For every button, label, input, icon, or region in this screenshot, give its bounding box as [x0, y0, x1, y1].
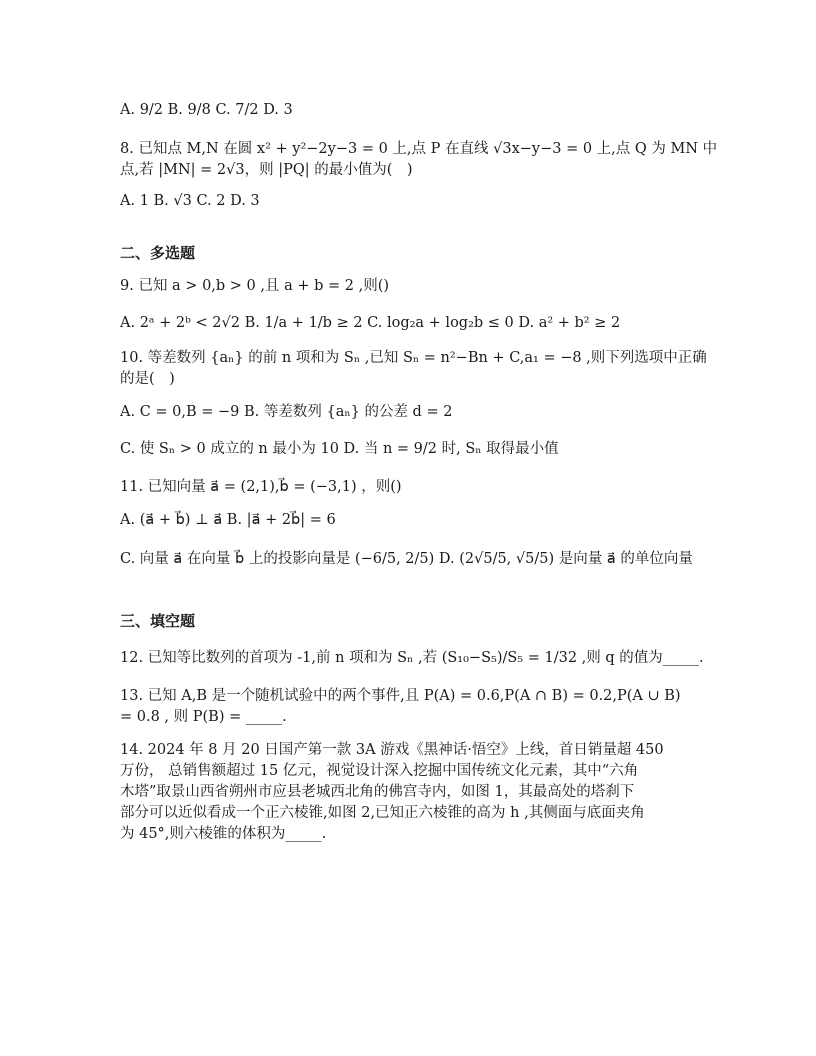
q10-options-ab: A. C = 0,B = −9 B. 等差数列 {aₙ} 的公差 d = 2 — [120, 404, 453, 420]
q13-line1: 13. 已知 A,B 是一个随机试验中的两个事件,且 P(A) = 0.6,P(A ∩ B) = 0.2,P(A ∪ B) — [120, 688, 681, 704]
q13-line2: = 0.8 , 则 P(B) = _____. — [120, 709, 287, 725]
q14-line3: 木塔”取景山西省朔州市应县老城西北角的佛宫寺内，如图 1，其最高处的塔刹下 — [120, 784, 635, 800]
q9-options: A. 2ᵃ + 2ᵇ < 2√2 B. 1/a + 1/b ≥ 2 C. log₂a + log₂b ≤ 0 D. a² + b² ≥ 2 — [120, 315, 621, 331]
q10-stem-line1: 10. 等差数列 {aₙ} 的前 n 项和为 Sₙ ,已知 Sₙ = n²−Bn + C,a₁ = −8 ,则下列选项中正确 — [120, 350, 707, 366]
section-title-fill-in: 三、填空题 — [120, 612, 196, 630]
q9-stem: 9. 已知 a > 0,b > 0 ,且 a + b = 2 ,则() — [120, 278, 390, 294]
q11-options-ab: A. (a⃗ + b⃗) ⊥ a⃗ B. |a⃗ + 2b⃗| = 6 — [120, 512, 336, 528]
q14-line5: 为 45°,则六棱锥的体积为_____. — [120, 826, 327, 842]
q10-stem-line2: 的是( ) — [120, 371, 175, 387]
q11-stem: 11. 已知向量 a⃗ = (2,1),b⃗ = (−3,1) ，则() — [120, 479, 402, 495]
q7-options: A. 9/2 B. 9/8 C. 7/2 D. 3 — [120, 102, 293, 118]
q8-options: A. 1 B. √3 C. 2 D. 3 — [120, 193, 260, 209]
q11-options-cd: C. 向量 a⃗ 在向量 b⃗ 上的投影向量是 (−6/5, 2/5) D. (2√5/5, √5/5) 是向量 a⃗ 的单位向量 — [120, 551, 693, 567]
q8-stem-line1: 8. 已知点 M,N 在圆 x² + y²−2y−3 = 0 上,点 P 在直线 √3x−y−3 = 0 上,点 Q 为 MN 中 — [120, 141, 718, 157]
q12-text: 12. 已知等比数列的首项为 -1,前 n 项和为 Sₙ ,若 (S₁₀−S₅)/S₅ = 1/32 ,则 q 的值为_____. — [120, 650, 704, 666]
q10-options-cd: C. 使 Sₙ > 0 成立的 n 最小为 10 D. 当 n = 9/2 时, Sₙ 取得最小值 — [120, 441, 559, 457]
q14-line1: 14. 2024 年 8 月 20 日国产第一款 3A 游戏《黑神话·悟空》上线，首日销量超 450 — [120, 742, 664, 758]
section-title-multiple-choice: 二、多选题 — [120, 244, 196, 262]
q14-line4: 部分可以近似看成一个正六棱锥,如图 2,已知正六棱锥的高为 h ,其侧面与底面夹角 — [120, 805, 645, 821]
q8-stem-line2: 点,若 |MN| = 2√3，则 |PQ| 的最小值为( ) — [120, 162, 413, 178]
q14-line2: 万份， 总销售额超过 15 亿元，视觉设计深入挖掘中国传统文化元素，其中“六角 — [120, 763, 639, 779]
